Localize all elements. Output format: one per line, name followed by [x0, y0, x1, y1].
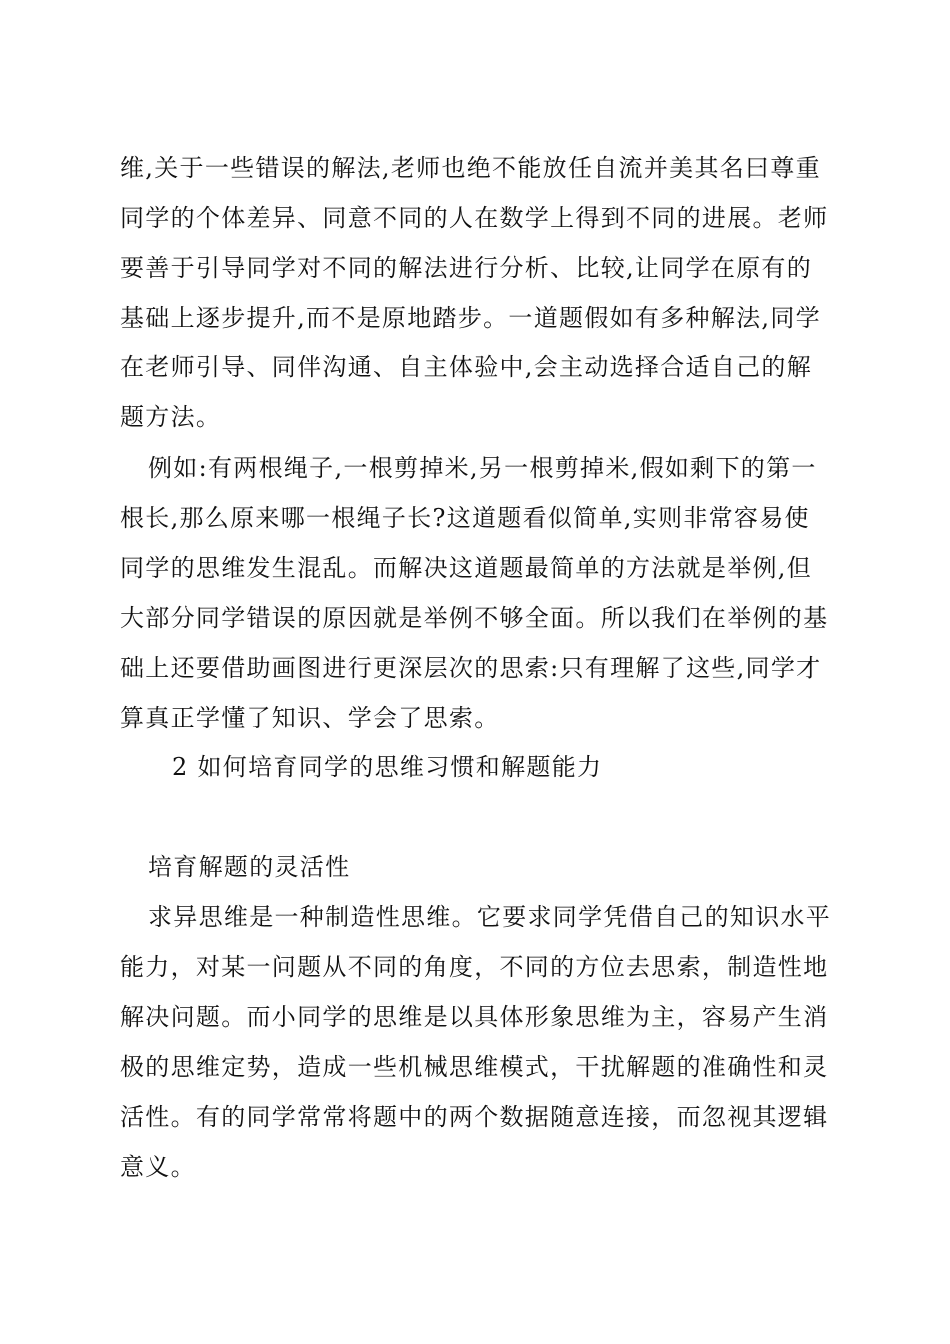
paragraph-2-line-6: 算真正学懂了知识、学会了思索。 [120, 704, 500, 732]
paragraph-3-line-2: 能力，对某一问题从不同的角度，不同的方位去思索，制造性地 [120, 953, 829, 981]
paragraph-3-line-5: 活性。有的同学常常将题中的两个数据随意连接，而忽视其逻辑 [120, 1103, 829, 1131]
paragraph-3-line-6: 意义。 [120, 1153, 196, 1181]
section-heading: 2 如何培育同学的思维习惯和解题能力 [172, 753, 603, 781]
paragraph-2-line-5: 础上还要借助画图进行更深层次的思索:只有理解了这些,同学才 [120, 654, 822, 682]
paragraph-1-line-5: 在老师引导、同伴沟通、自主体验中,会主动选择合适自己的解 [120, 353, 813, 381]
paragraph-2-line-1: 例如:有两根绳子,一根剪掉米,另一根剪掉米,假如剩下的第一 [148, 454, 817, 482]
paragraph-2-line-4: 大部分同学错误的原因就是举例不够全面。所以我们在举例的基 [120, 604, 829, 632]
paragraph-2-line-3: 同学的思维发生混乱。而解决这道题最简单的方法就是举例,但 [120, 554, 813, 582]
paragraph-3-line-3: 解决问题。而小同学的思维是以具体形象思维为主，容易产生消 [120, 1003, 829, 1031]
paragraph-1-line-2: 同学的个体差异、同意不同的人在数学上得到不同的进展。老师 [120, 204, 829, 232]
paragraph-1-line-6: 题方法。 [120, 403, 222, 431]
paragraph-1-line-1: 维,关于一些错误的解法,老师也绝不能放任自流并美其名曰尊重 [120, 154, 821, 182]
paragraph-3-line-4: 极的思维定势，造成一些机械思维模式，干扰解题的准确性和灵 [120, 1053, 829, 1081]
paragraph-1-line-3: 要善于引导同学对不同的解法进行分析、比较,让同学在原有的 [120, 254, 813, 282]
subsection-heading: 培育解题的灵活性 [148, 853, 351, 881]
paragraph-1-line-4: 基础上逐步提升,而不是原地踏步。一道题假如有多种解法,同学 [120, 304, 821, 332]
paragraph-3-line-1: 求异思维是一种制造性思维。它要求同学凭借自己的知识水平 [148, 903, 832, 931]
paragraph-2-line-2: 根长,那么原来哪一根绳子长?这道题看似简单,实则非常容易使 [120, 504, 810, 532]
